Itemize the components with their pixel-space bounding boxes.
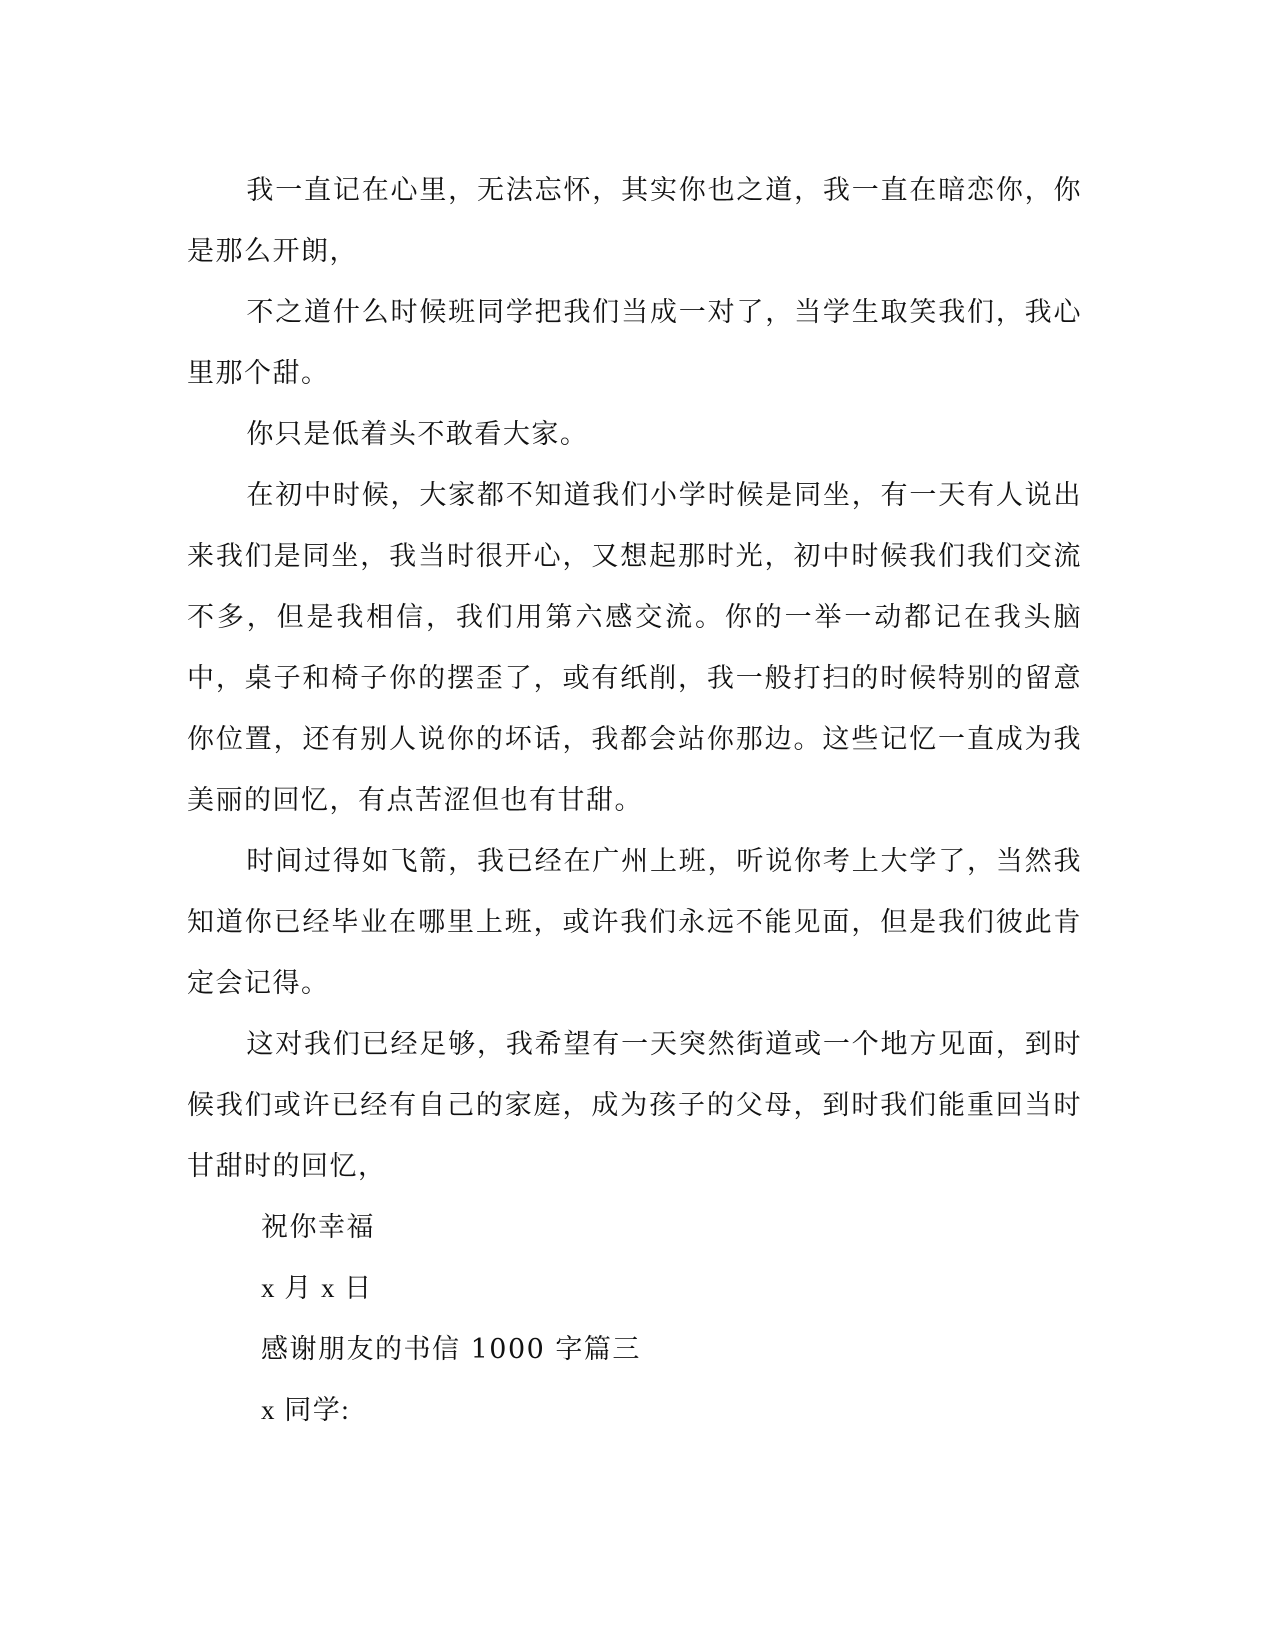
section-title: 感谢朋友的书信 1000 字篇三: [261, 1334, 641, 1365]
paragraph: 时间过得如飞箭，我已经在广州上班，听说你考上大学了，当然我知道你已经毕业在哪里上班，或许我们永远不能见面，但是我们彼此肯定会记得。: [187, 846, 1082, 999]
salutation-line: x 同学:: [261, 1395, 351, 1425]
paragraph: 这对我们已经足够，我希望有一天突然街道或一个地方见面，到时候我们或许已经有自己的家庭，成为孩子的父母，到时我们能重回当时甘甜时的回忆，: [187, 1029, 1082, 1182]
date-line: x 月 x 日: [261, 1273, 373, 1303]
paragraph: 我一直记在心里，无法忘怀，其实你也之道，我一直在暗恋你，你是那么开朗，: [187, 175, 1082, 267]
paragraph: 你只是低着头不敢看大家。: [246, 419, 589, 450]
closing-line: 祝你幸福: [261, 1212, 375, 1243]
letter-body: [187, 160, 1082, 1441]
paragraph: 在初中时候，大家都不知道我们小学时候是同坐，有一天有人说出来我们是同坐，我当时很开心，又想起那时光，初中时候我们我们交流不多，但是我相信，我们用第六感交流。你的一举一动都记在我头脑中，桌子和椅子你的摆歪了，或有纸削，我一般打扫的时候特别的留意你位置，还有别人说你的坏话，我都会站你那边。这些记忆一直成为我美丽的回忆，有点苦涩但也有甘甜。: [187, 480, 1082, 816]
paragraph: 不之道什么时候班同学把我们当成一对了，当学生取笑我们，我心里那个甜。: [187, 297, 1082, 389]
